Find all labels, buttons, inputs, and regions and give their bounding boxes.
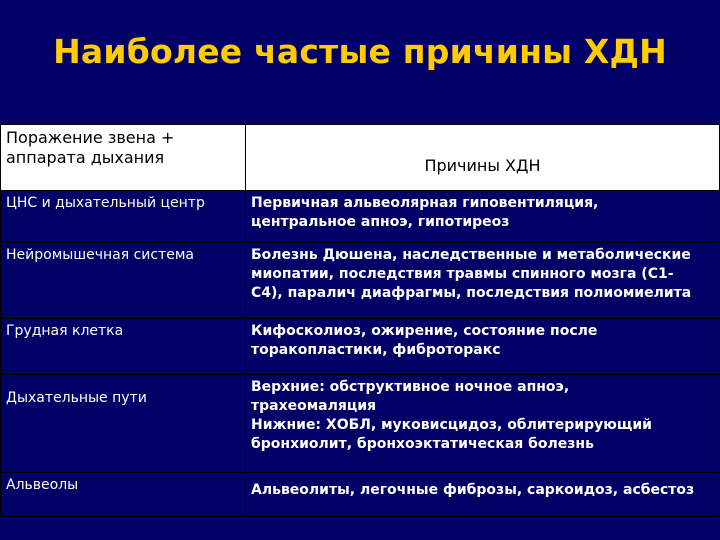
- row-causes: Кифосколиоз, ожирение, состояние после торакопластики, фиброторакс: [246, 319, 720, 375]
- causes-table: [0, 124, 720, 517]
- row-system: Альвеолы: [1, 473, 246, 517]
- table-header-row: [1, 125, 720, 191]
- table-row: [1, 243, 720, 319]
- row-causes: Первичная альвеолярная гиповентиляция, центральное апноэ, гипотиреоз: [246, 191, 720, 243]
- row-causes: Болезнь Дюшена, наследственные и метаболические миопатии, последствия травмы спинного мозга (С1- С4), паралич диафрагмы, последствия полиомиелита: [246, 243, 720, 319]
- row-system: Нейромышечная система: [1, 243, 246, 319]
- header-causes: Причины ХДН: [246, 125, 720, 191]
- row-causes: Альвеолиты, легочные фиброзы, саркоидоз, асбестоз: [246, 473, 720, 517]
- row-causes: Верхние: обструктивное ночное апноэ, трахеомаляция Нижние: ХОБЛ, муковисцидоз, облитерирующий бронхиолит, бронхоэктатическая болезнь: [246, 375, 720, 473]
- row-system: Дыхательные пути: [1, 375, 246, 473]
- page-title: Наиболее частые причины ХДН: [53, 32, 667, 71]
- table-row: [1, 319, 720, 375]
- table-row: [1, 375, 720, 473]
- header-system: Поражение звена + аппарата дыхания: [1, 125, 246, 191]
- row-system: ЦНС и дыхательный центр: [1, 191, 246, 243]
- table-row: [1, 473, 720, 517]
- row-system: Грудная клетка: [1, 319, 246, 375]
- table-row: [1, 191, 720, 243]
